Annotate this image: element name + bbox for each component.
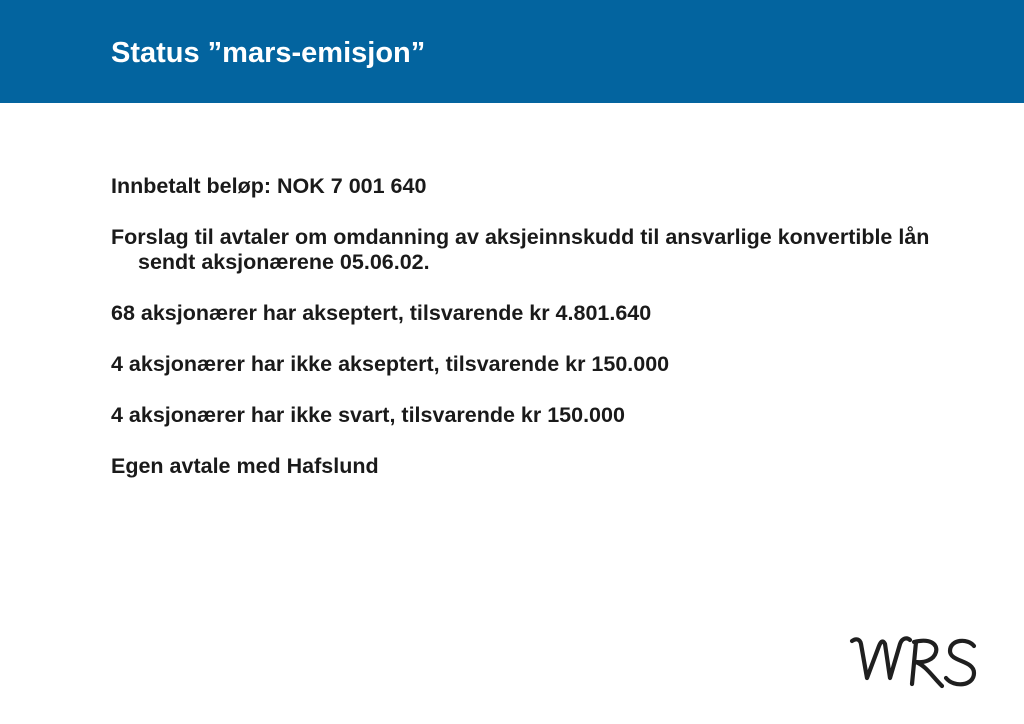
bullet-list [111,174,971,505]
bullet-item: Egen avtale med Hafslund [111,454,379,478]
slide-title: Status ”mars-emisjon” [111,37,426,69]
bullet-item: 68 aksjonærer har akseptert, tilsvarende kr 4.801.640 [111,301,652,325]
bullet-item: 4 aksjonærer har ikke svart, tilsvarende kr 150.000 [111,403,625,427]
bullet-item: 4 aksjonærer har ikke akseptert, tilsvarende kr 150.000 [111,352,670,376]
bullet-item: Innbetalt beløp: NOK 7 001 640 [111,174,427,198]
bullet-item: Forslag til avtaler om omdanning av aksjeinnskudd til ansvarlige konvertible lån sendt aksjonærene 05.06.02. [111,225,930,274]
title-bar [0,0,1024,103]
wrs-logo-icon [846,632,980,692]
